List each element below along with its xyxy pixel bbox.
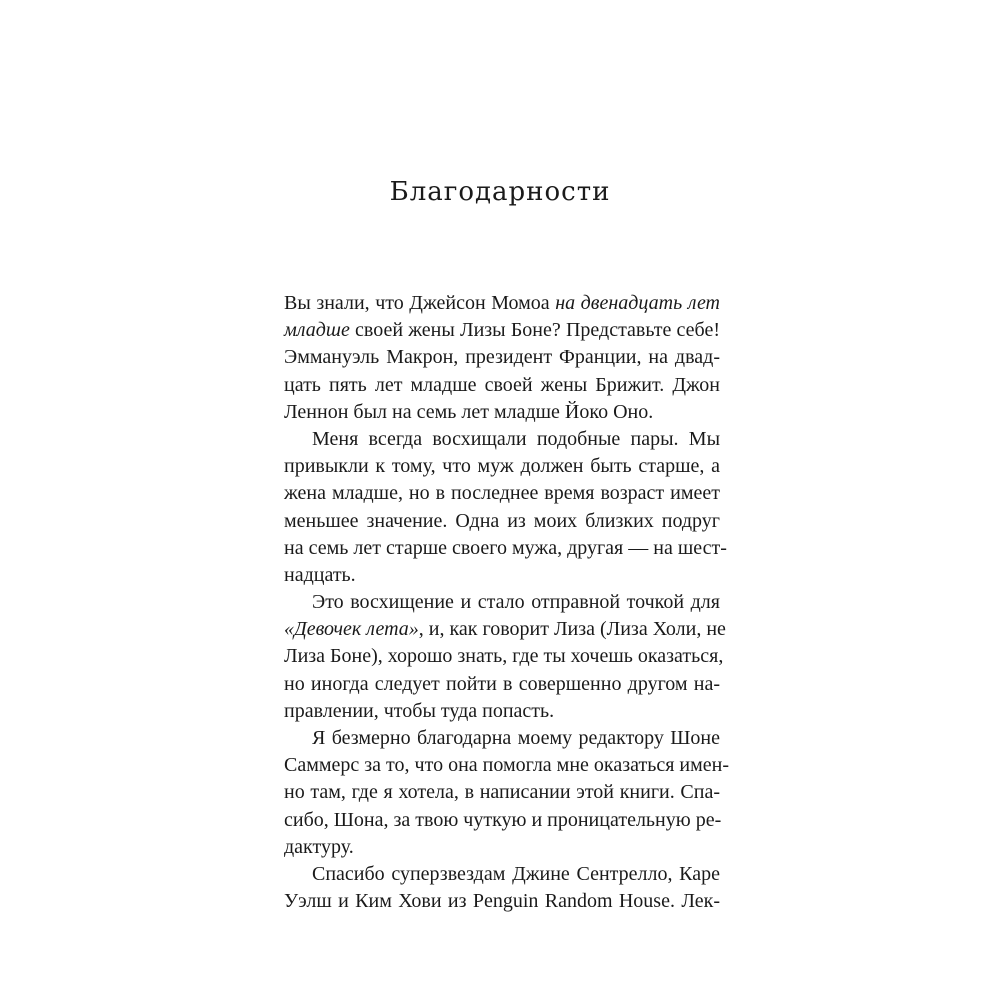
text-line: Меня всегда восхищали подобные пары. Мы bbox=[312, 427, 720, 450]
text-line: Саммерс за то, что она помогла мне оказаться имен- bbox=[284, 754, 729, 777]
text-line: Я безмерно благодарна моему редактору Шоне bbox=[312, 727, 720, 749]
text-line: правлении, чтобы туда попасть. bbox=[284, 699, 555, 722]
text-line: Спасибо суперзвездам Джине Сентрелло, Каре bbox=[312, 862, 720, 885]
text-line: Уэлш и Ким Хови из Penguin Random House. Лек- bbox=[284, 890, 720, 913]
text-line: Это восхищение и стало отправной точкой для bbox=[312, 591, 720, 614]
text-line: «Девочек лета», и, как говорит Лиза (Лиза Холи, не bbox=[284, 618, 726, 641]
text-line: дактуру. bbox=[284, 835, 354, 858]
text-line: Лиза Боне), хорошо знать, где ты хочешь оказаться, bbox=[284, 645, 724, 668]
text-line: меньшее значение. Одна из моих близких подруг bbox=[284, 509, 720, 532]
text-line: сибо, Шона, за твою чуткую и проницательную ре- bbox=[284, 808, 722, 831]
text-line: но там, где я хотела, в написании этой книги. Спа- bbox=[284, 781, 720, 804]
text-line: Эммануэль Макрон, президент Франции, на двад- bbox=[284, 346, 720, 369]
text-line: Леннон был на семь лет младше Йоко Оно. bbox=[284, 400, 654, 423]
text-line: надцать. bbox=[284, 563, 356, 586]
body-text bbox=[284, 290, 729, 915]
text-line: но иногда следует пойти в совершенно другом на- bbox=[284, 672, 720, 695]
text-line: жена младше, но в последнее время возраст имеет bbox=[284, 482, 720, 505]
page-title: Благодарности bbox=[389, 177, 611, 207]
text-line: Вы знали, что Джейсон Момоа на двенадцать лет bbox=[284, 292, 721, 314]
text-line: на семь лет старше своего мужа, другая — на шест- bbox=[284, 536, 727, 559]
text-line: привыкли к тому, что муж должен быть старше, а bbox=[284, 455, 720, 478]
text-line: младше своей жены Лизы Боне? Представьте себе! bbox=[284, 319, 720, 342]
text-line: цать пять лет младше своей жены Брижит. Джон bbox=[284, 373, 720, 396]
